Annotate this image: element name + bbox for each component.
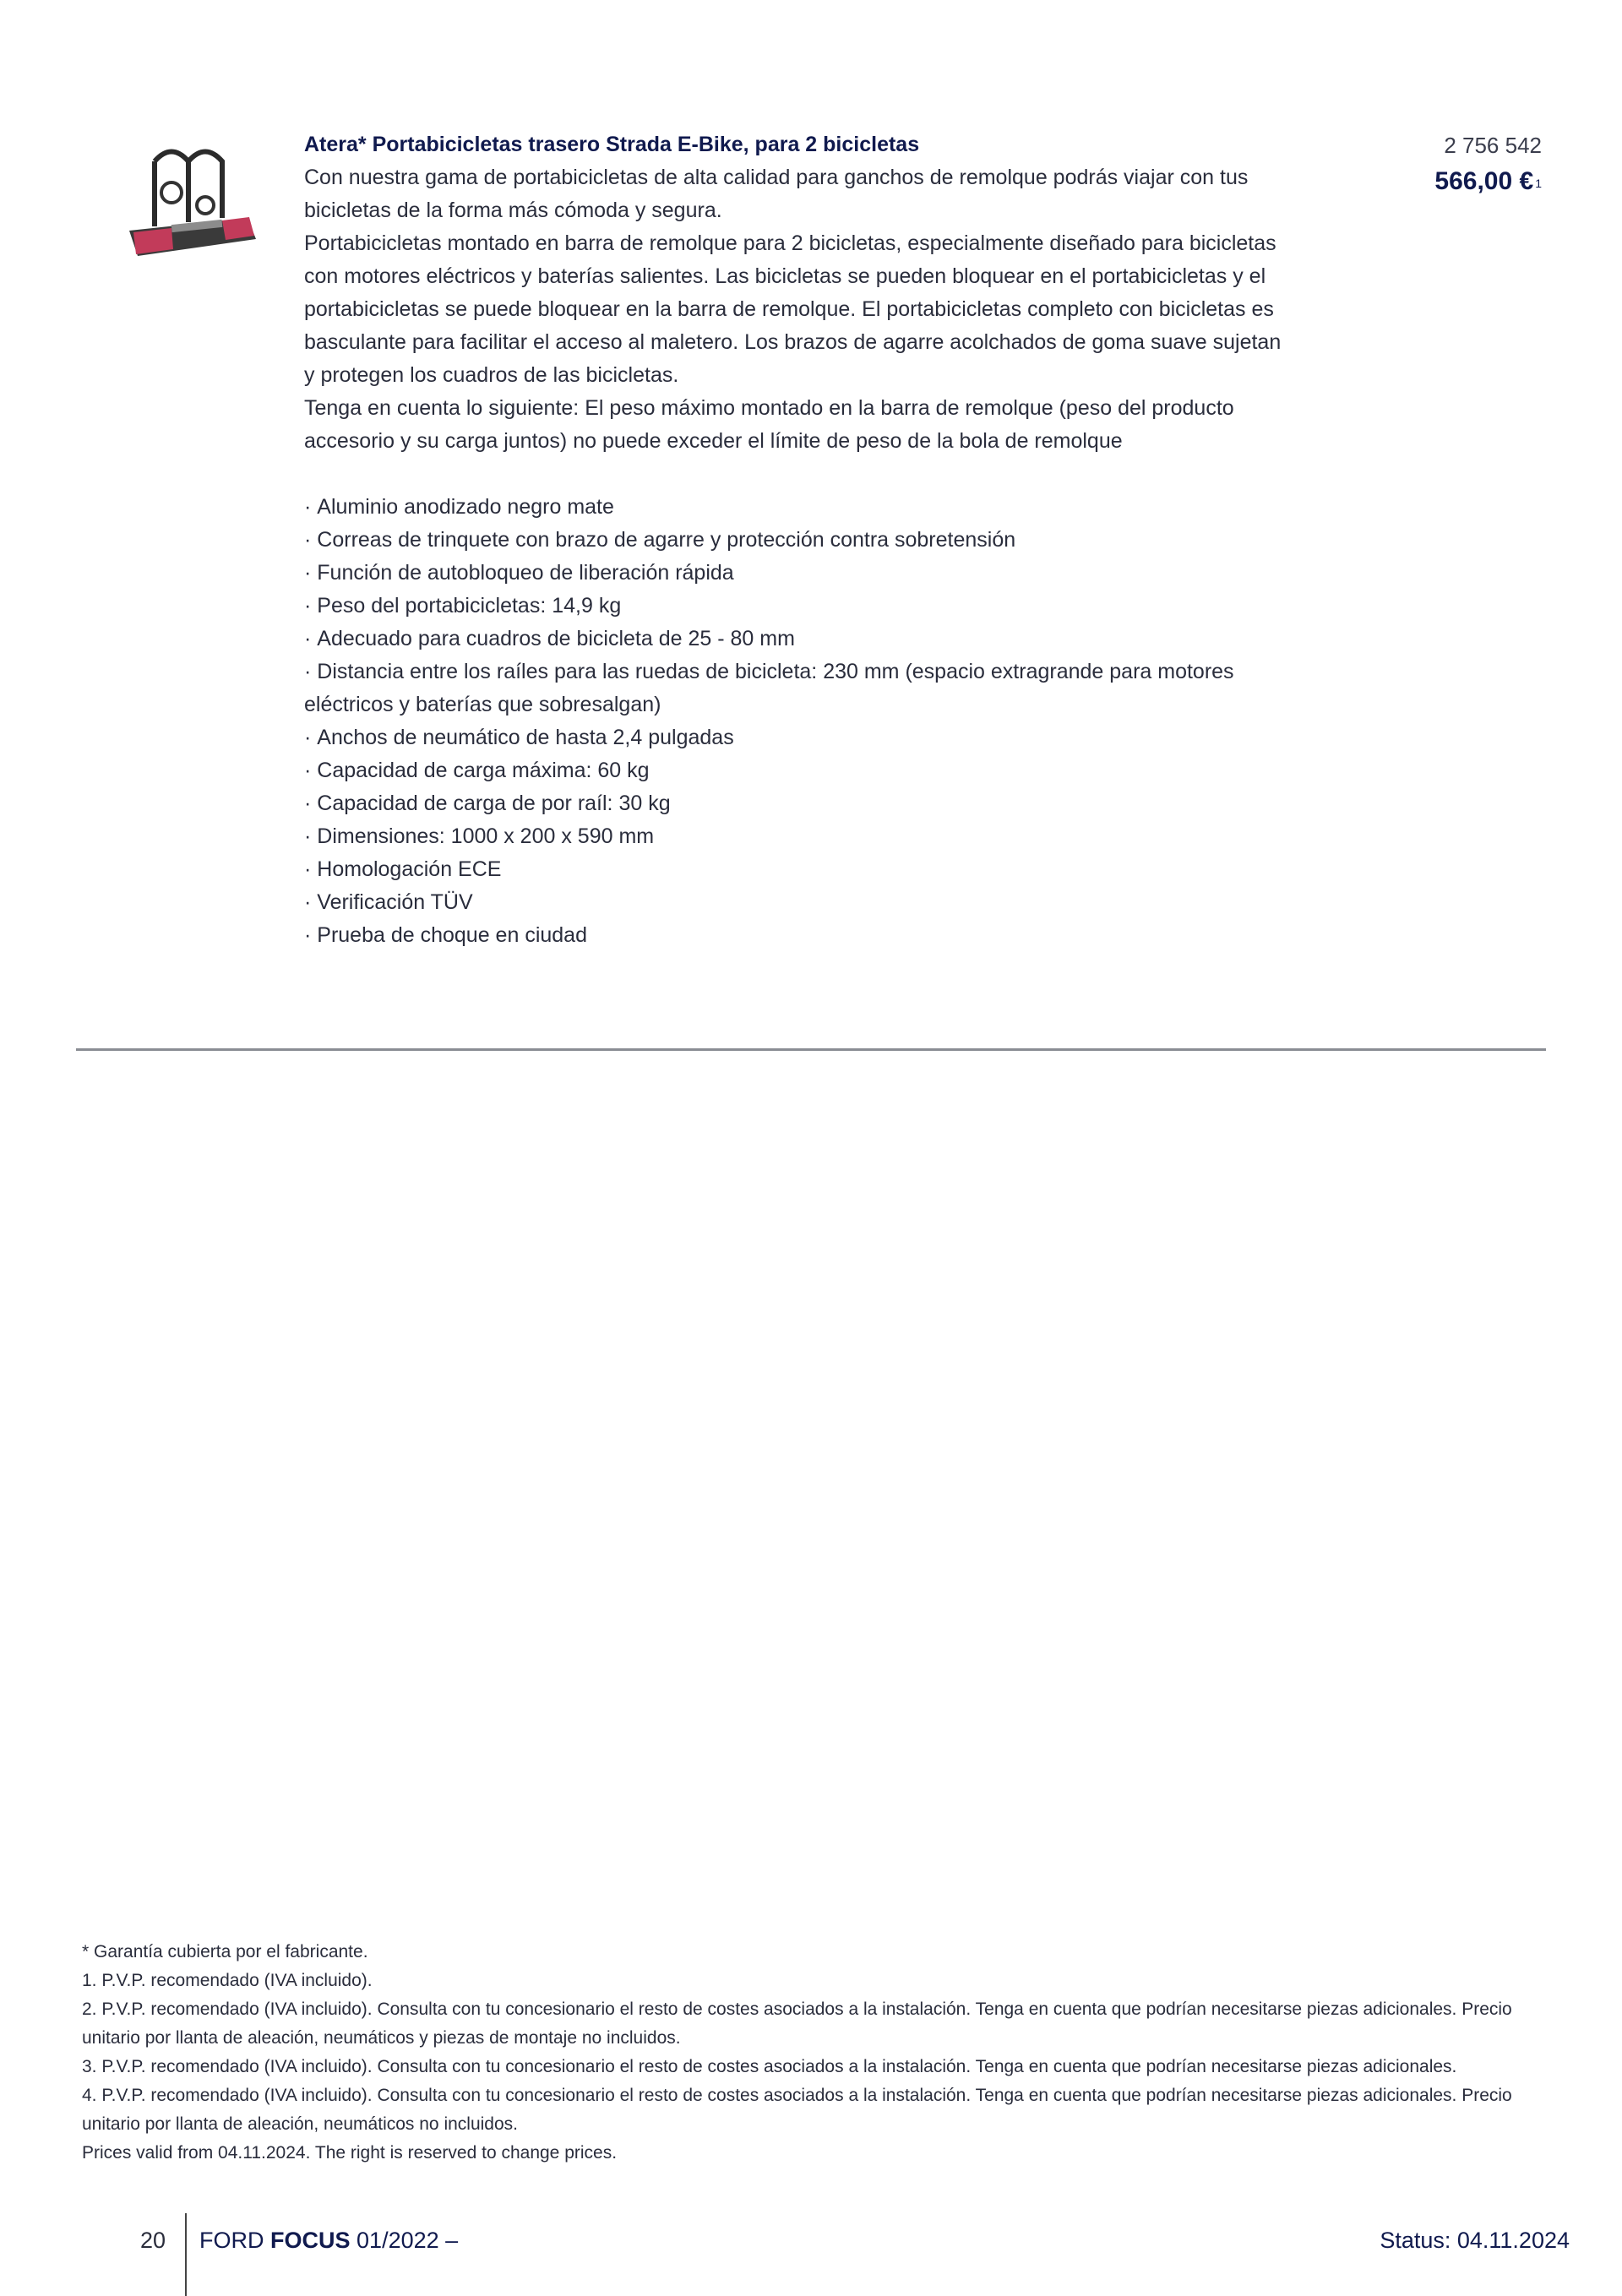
- catalog-title: [199, 2225, 458, 2255]
- footnote: Prices valid from 04.11.2024. The right is reserved to change prices.: [82, 2143, 618, 2163]
- section-divider: [76, 1048, 1546, 1051]
- status-date: Status: 04.11.2024: [1380, 2228, 1570, 2253]
- part-number: 2 756 542: [1444, 133, 1542, 158]
- product-note: Tenga en cuenta lo siguiente: El peso máximo montado en la barra de remolque (peso del producto accesorio y su carga juntos) no puede exceder el límite de peso de la bola de remolque: [304, 396, 1234, 453]
- feature-item: · Correas de trinquete con brazo de agarre y protección contra sobretensión: [304, 524, 1284, 557]
- product-title: Atera* Portabicicletas trasero Strada E-Bike, para 2 bicicletas: [304, 133, 920, 156]
- feature-item: · Anchos de neumático de hasta 2,4 pulgadas: [304, 721, 1284, 754]
- product-description: Portabicicletas montado en barra de remolque para 2 bicicletas, especialmente diseñado para bicicletas con motores eléctricos y baterías salientes. Las bicicletas se pueden bloquear en el portabicicletas y el portabicicletas se puede bloquear en la barra de remolque. El portabicicletas completo con bicicletas es basculante para facilitar el acceso al maletero. Los brazos de agarre acolchados de goma suave sujetan y protegen los cuadros de las bicicletas.: [304, 231, 1282, 387]
- brand-model: FOCUS: [270, 2228, 351, 2253]
- footnotes: [82, 1938, 1552, 2168]
- price: [1434, 165, 1542, 199]
- brand-prefix: FORD: [199, 2228, 264, 2253]
- feature-item: · Dimensiones: 1000 x 200 x 590 mm: [304, 820, 1284, 853]
- feature-item: · Adecuado para cuadros de bicicleta de 25 - 80 mm: [304, 623, 1284, 656]
- feature-item: · Prueba de choque en ciudad: [304, 919, 1284, 952]
- footnote: 3. P.V.P. recomendado (IVA incluido). Consulta con tu concesionario el resto de costes asociados a la instalación. Tenga en cuenta que podrían necesitarse piezas adicionales.: [82, 2057, 1457, 2076]
- page-number: 20: [140, 2228, 166, 2253]
- feature-item: · Capacidad de carga máxima: 60 kg: [304, 754, 1284, 787]
- price-footnote-marker: 1: [1535, 177, 1542, 190]
- edition: 01/2022 –: [357, 2228, 459, 2253]
- footnote: * Garantía cubierta por el fabricante.: [82, 1942, 368, 1961]
- feature-list: [304, 491, 1284, 952]
- footnote: 2. P.V.P. recomendado (IVA incluido). Consulta con tu concesionario el resto de costes asociados a la instalación. Tenga en cuenta que podrían necesitarse piezas adicionales. Precio unitario por llanta de aleación, neumáticos y piezas de montaje no incluidos.: [82, 1999, 1512, 2048]
- footnote: 1. P.V.P. recomendado (IVA incluido).: [82, 1971, 373, 1990]
- bike-rack-image: [121, 138, 264, 269]
- feature-item: · Capacidad de carga de por raíl: 30 kg: [304, 787, 1284, 820]
- product-intro: Con nuestra gama de portabicicletas de alta calidad para ganchos de remolque podrás viajar con tus bicicletas de la forma más cómoda y segura.: [304, 166, 1249, 222]
- footnote: 4. P.V.P. recomendado (IVA incluido). Consulta con tu concesionario el resto de costes asociados a la instalación. Tenga en cuenta que podrían necesitarse piezas adicionales. Precio unitario por llanta de aleación, neumáticos no incluidos.: [82, 2086, 1512, 2134]
- product-text: [304, 128, 1284, 952]
- spacer: [304, 458, 1284, 491]
- feature-item: · Peso del portabicicletas: 14,9 kg: [304, 590, 1284, 623]
- feature-item: · Aluminio anodizado negro mate: [304, 491, 1284, 524]
- price-value: 566,00 €: [1434, 167, 1534, 195]
- feature-item: · Distancia entre los raíles para las ruedas de bicicleta: 230 mm (espacio extragrande para motores eléctricos y baterías que sobresalgan): [304, 656, 1284, 721]
- feature-item: · Verificación TÜV: [304, 886, 1284, 919]
- feature-item: · Función de autobloqueo de liberación rápida: [304, 557, 1284, 590]
- feature-item: · Homologación ECE: [304, 853, 1284, 886]
- footer-divider: [185, 2213, 187, 2296]
- page-footer: [0, 2213, 1622, 2296]
